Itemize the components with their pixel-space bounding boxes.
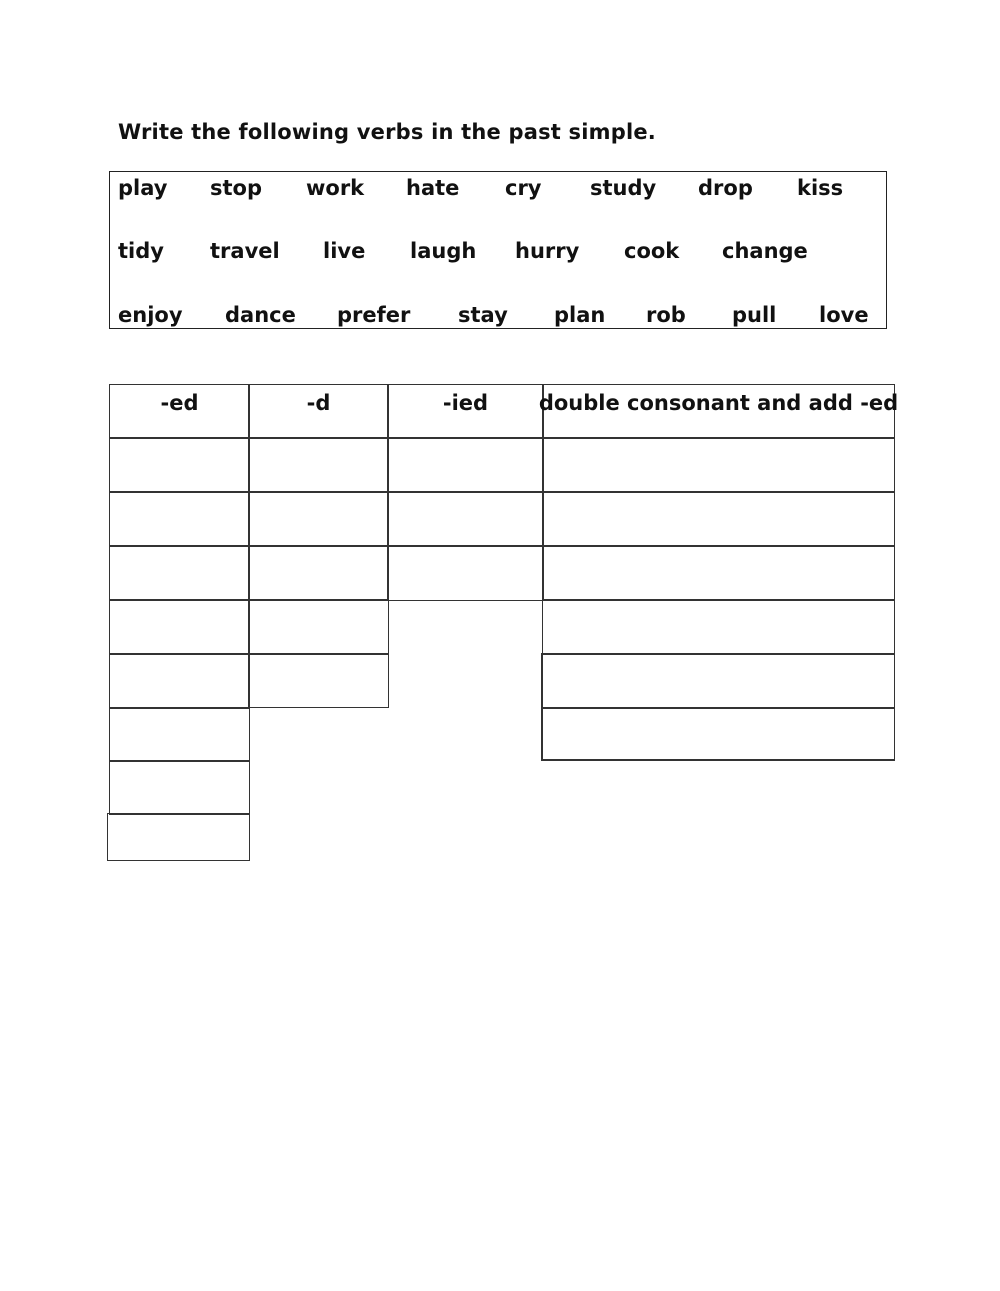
answer-cell-double-consonant[interactable] xyxy=(542,545,895,601)
word-bank-item: travel xyxy=(210,239,280,263)
word-bank-item: drop xyxy=(698,176,753,200)
column-header-ied: -ied xyxy=(387,384,544,439)
answer-cell-ied[interactable] xyxy=(387,545,544,601)
word-bank-item: stay xyxy=(458,303,508,327)
word-bank-item: tidy xyxy=(118,239,164,263)
answer-cell-double-consonant[interactable] xyxy=(542,599,895,655)
word-bank-item: love xyxy=(819,303,869,327)
word-bank-item: dance xyxy=(225,303,296,327)
word-bank-item: hurry xyxy=(515,239,580,263)
word-bank-item: enjoy xyxy=(118,303,183,327)
answer-cell-double-consonant[interactable] xyxy=(541,707,895,761)
answer-cell-d[interactable] xyxy=(248,599,389,655)
word-bank-item: cry xyxy=(505,176,542,200)
answer-cell-ied[interactable] xyxy=(387,437,544,493)
answer-cell-ed[interactable] xyxy=(109,653,250,709)
answer-cell-ed[interactable] xyxy=(109,707,250,762)
word-bank-item: cook xyxy=(624,239,680,263)
instruction-heading: Write the following verbs in the past simple. xyxy=(118,120,656,144)
word-bank-item: prefer xyxy=(337,303,411,327)
answer-cell-d[interactable] xyxy=(248,653,389,708)
answer-cell-double-consonant[interactable] xyxy=(542,491,895,547)
word-bank-item: stop xyxy=(210,176,262,200)
answer-cell-ed[interactable] xyxy=(109,599,250,655)
answer-cell-ed[interactable] xyxy=(109,760,250,815)
word-bank-item: live xyxy=(323,239,366,263)
column-header-d: -d xyxy=(248,384,389,439)
word-bank-item: work xyxy=(306,176,365,200)
answer-cell-d[interactable] xyxy=(248,491,389,547)
word-bank-item: rob xyxy=(646,303,686,327)
answer-cell-d[interactable] xyxy=(248,437,389,493)
answer-cell-ied[interactable] xyxy=(387,491,544,547)
word-bank-item: laugh xyxy=(410,239,477,263)
column-header-double-consonant: double consonant and add -ed xyxy=(542,384,895,439)
answer-cell-ed[interactable] xyxy=(109,545,250,601)
answer-cell-d[interactable] xyxy=(248,545,389,601)
column-header-ed: -ed xyxy=(109,384,250,439)
answer-cell-double-consonant[interactable] xyxy=(542,437,895,493)
word-bank-item: kiss xyxy=(797,176,844,200)
word-bank-item: pull xyxy=(732,303,777,327)
answer-cell-ed[interactable] xyxy=(109,437,250,493)
answer-cell-double-consonant[interactable] xyxy=(541,653,895,709)
answer-cell-ed[interactable] xyxy=(107,813,250,861)
word-bank-item: play xyxy=(118,176,168,200)
word-bank-item: change xyxy=(722,239,808,263)
word-bank-item: study xyxy=(590,176,657,200)
answer-cell-ed[interactable] xyxy=(109,491,250,547)
word-bank-item: plan xyxy=(554,303,606,327)
word-bank-item: hate xyxy=(406,176,460,200)
